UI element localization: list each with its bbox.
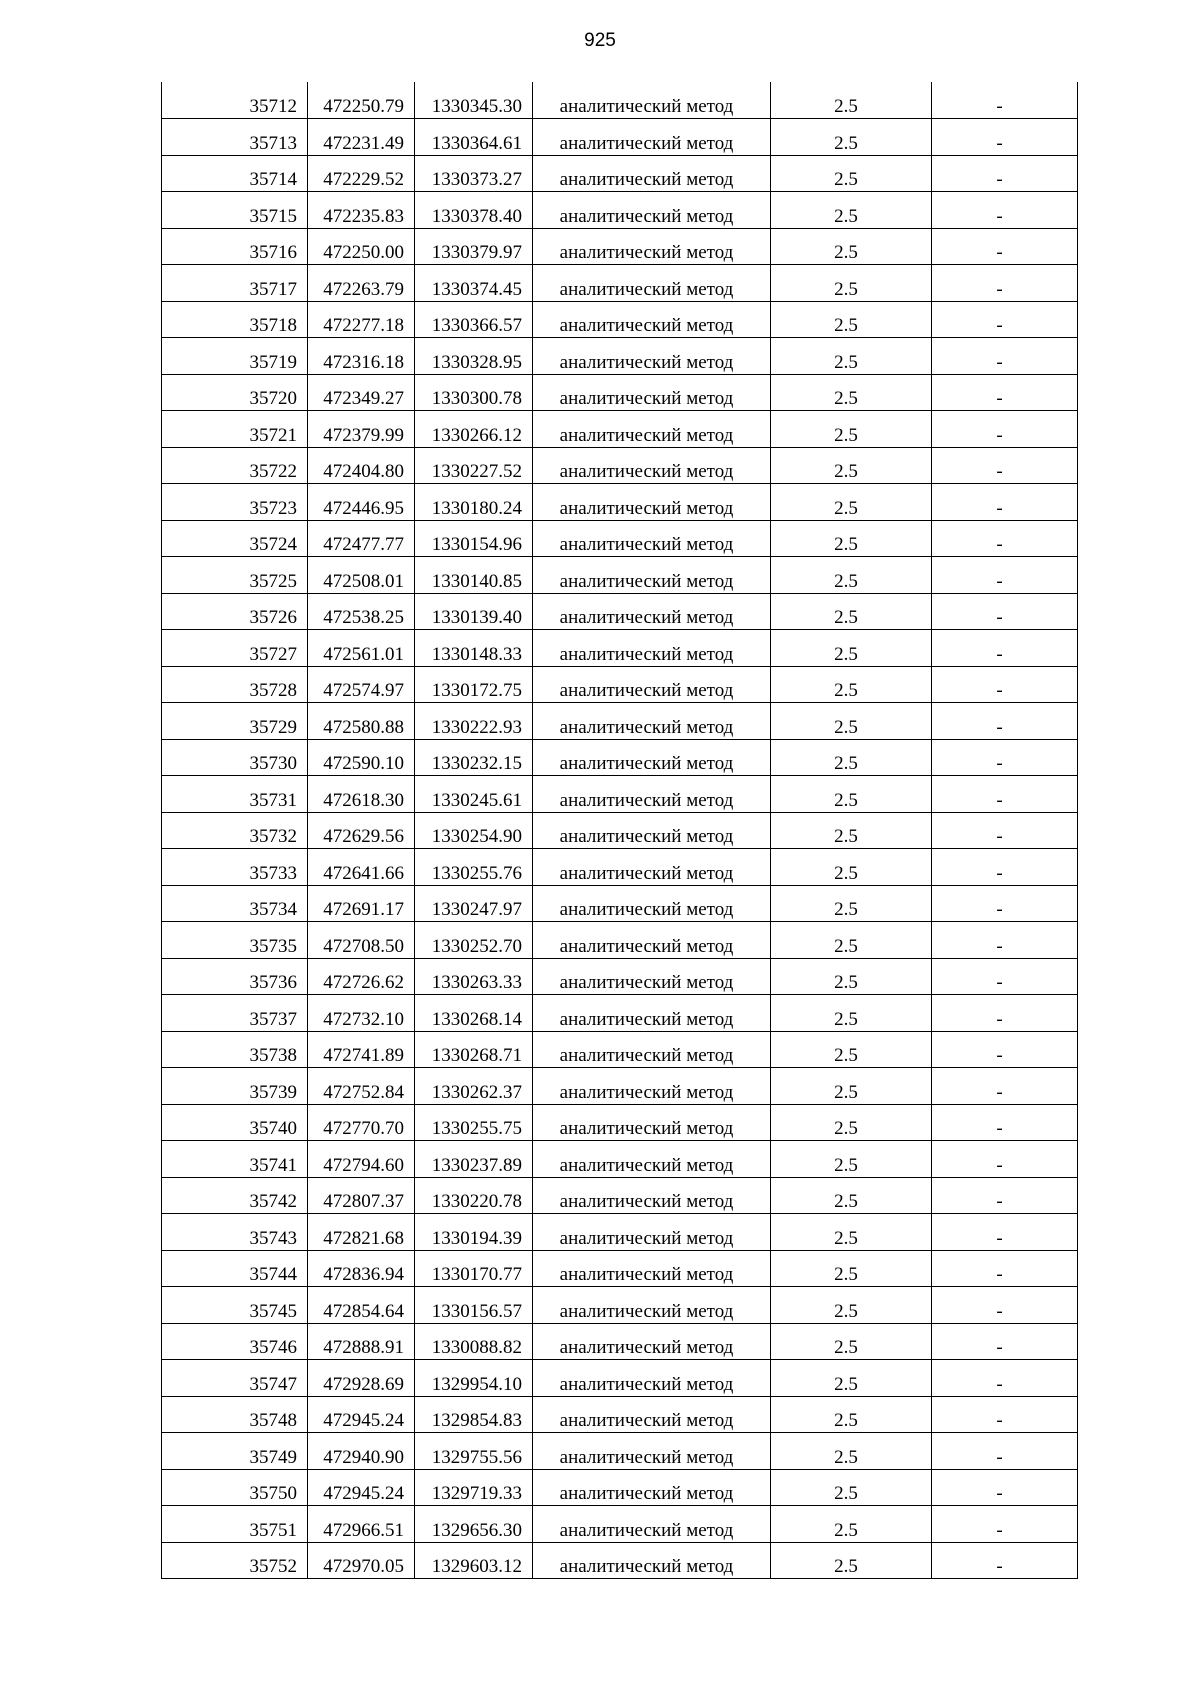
y-coordinate-cell: 1330254.90 [415,812,533,849]
table-row [162,922,1078,959]
y-coordinate-cell: 1330170.77 [415,1250,533,1287]
point-number-cell: 35733 [162,849,308,886]
point-number-cell: 35716 [162,228,308,265]
x-coordinate-cell: 472836.94 [308,1250,415,1287]
note-cell: - [932,82,1078,119]
method-cell: аналитический метод [533,301,771,338]
accuracy-cell: 2.5 [771,1396,932,1433]
accuracy-cell: 2.5 [771,82,932,119]
note-cell: - [932,1031,1078,1068]
y-coordinate-cell: 1330222.93 [415,703,533,740]
note-cell: - [932,265,1078,302]
accuracy-cell: 2.5 [771,192,932,229]
accuracy-cell: 2.5 [771,995,932,1032]
x-coordinate-cell: 472945.24 [308,1469,415,1506]
method-cell: аналитический метод [533,1433,771,1470]
x-coordinate-cell: 472446.95 [308,484,415,521]
table-row [162,1141,1078,1178]
x-coordinate-cell: 472477.77 [308,520,415,557]
y-coordinate-cell: 1329755.56 [415,1433,533,1470]
x-coordinate-cell: 472854.64 [308,1287,415,1324]
point-number-cell: 35743 [162,1214,308,1251]
accuracy-cell: 2.5 [771,228,932,265]
table-row [162,1287,1078,1324]
y-coordinate-cell: 1330154.96 [415,520,533,557]
method-cell: аналитический метод [533,119,771,156]
table-row [162,1214,1078,1251]
x-coordinate-cell: 472945.24 [308,1396,415,1433]
y-coordinate-cell: 1330262.37 [415,1068,533,1105]
note-cell: - [932,922,1078,959]
method-cell: аналитический метод [533,374,771,411]
x-coordinate-cell: 472349.27 [308,374,415,411]
accuracy-cell: 2.5 [771,1068,932,1105]
y-coordinate-cell: 1330268.14 [415,995,533,1032]
table-row [162,1469,1078,1506]
y-coordinate-cell: 1330140.85 [415,557,533,594]
x-coordinate-cell: 472379.99 [308,411,415,448]
x-coordinate-cell: 472691.17 [308,885,415,922]
x-coordinate-cell: 472966.51 [308,1506,415,1543]
method-cell: аналитический метод [533,1506,771,1543]
x-coordinate-cell: 472888.91 [308,1323,415,1360]
method-cell: аналитический метод [533,82,771,119]
y-coordinate-cell: 1329954.10 [415,1360,533,1397]
note-cell: - [932,849,1078,886]
x-coordinate-cell: 472970.05 [308,1542,415,1579]
table-row [162,411,1078,448]
x-coordinate-cell: 472263.79 [308,265,415,302]
method-cell: аналитический метод [533,958,771,995]
table-row [162,1506,1078,1543]
table-row [162,374,1078,411]
x-coordinate-cell: 472250.79 [308,82,415,119]
point-number-cell: 35750 [162,1469,308,1506]
table-row [162,995,1078,1032]
point-number-cell: 35714 [162,155,308,192]
x-coordinate-cell: 472231.49 [308,119,415,156]
point-number-cell: 35726 [162,593,308,630]
note-cell: - [932,411,1078,448]
point-number-cell: 35747 [162,1360,308,1397]
page-number: 925 [584,30,616,51]
x-coordinate-cell: 472641.66 [308,849,415,886]
point-number-cell: 35735 [162,922,308,959]
table-row [162,1250,1078,1287]
note-cell: - [932,1068,1078,1105]
point-number-cell: 35723 [162,484,308,521]
y-coordinate-cell: 1330245.61 [415,776,533,813]
y-coordinate-cell: 1330255.75 [415,1104,533,1141]
note-cell: - [932,1542,1078,1579]
table-row [162,1360,1078,1397]
table-row [162,812,1078,849]
y-coordinate-cell: 1330379.97 [415,228,533,265]
note-cell: - [932,1141,1078,1178]
y-coordinate-cell: 1330373.27 [415,155,533,192]
point-number-cell: 35738 [162,1031,308,1068]
method-cell: аналитический метод [533,1323,771,1360]
method-cell: аналитический метод [533,1104,771,1141]
accuracy-cell: 2.5 [771,849,932,886]
table-row [162,265,1078,302]
table-row [162,666,1078,703]
accuracy-cell: 2.5 [771,1031,932,1068]
note-cell: - [932,885,1078,922]
accuracy-cell: 2.5 [771,411,932,448]
point-number-cell: 35724 [162,520,308,557]
note-cell: - [932,1214,1078,1251]
accuracy-cell: 2.5 [771,1141,932,1178]
point-number-cell: 35725 [162,557,308,594]
y-coordinate-cell: 1329854.83 [415,1396,533,1433]
y-coordinate-cell: 1330364.61 [415,119,533,156]
table-row [162,1542,1078,1579]
x-coordinate-cell: 472235.83 [308,192,415,229]
table-row [162,1068,1078,1105]
y-coordinate-cell: 1330300.78 [415,374,533,411]
point-number-cell: 35719 [162,338,308,375]
point-number-cell: 35744 [162,1250,308,1287]
method-cell: аналитический метод [533,520,771,557]
note-cell: - [932,1323,1078,1360]
method-cell: аналитический метод [533,447,771,484]
method-cell: аналитический метод [533,630,771,667]
point-number-cell: 35722 [162,447,308,484]
method-cell: аналитический метод [533,922,771,959]
x-coordinate-cell: 472770.70 [308,1104,415,1141]
note-cell: - [932,995,1078,1032]
y-coordinate-cell: 1330366.57 [415,301,533,338]
y-coordinate-cell: 1330156.57 [415,1287,533,1324]
note-cell: - [932,484,1078,521]
point-number-cell: 35746 [162,1323,308,1360]
x-coordinate-cell: 472940.90 [308,1433,415,1470]
note-cell: - [932,630,1078,667]
accuracy-cell: 2.5 [771,666,932,703]
method-cell: аналитический метод [533,1031,771,1068]
accuracy-cell: 2.5 [771,630,932,667]
table-row [162,739,1078,776]
method-cell: аналитический метод [533,411,771,448]
method-cell: аналитический метод [533,265,771,302]
x-coordinate-cell: 472229.52 [308,155,415,192]
accuracy-cell: 2.5 [771,155,932,192]
x-coordinate-cell: 472277.18 [308,301,415,338]
note-cell: - [932,301,1078,338]
y-coordinate-cell: 1330232.15 [415,739,533,776]
table-row [162,520,1078,557]
table-row [162,228,1078,265]
note-cell: - [932,520,1078,557]
y-coordinate-cell: 1330148.33 [415,630,533,667]
y-coordinate-cell: 1330263.33 [415,958,533,995]
table-row [162,885,1078,922]
coordinates-table [161,82,1078,1579]
method-cell: аналитический метод [533,484,771,521]
table-row [162,82,1078,119]
accuracy-cell: 2.5 [771,593,932,630]
accuracy-cell: 2.5 [771,1506,932,1543]
note-cell: - [932,1250,1078,1287]
accuracy-cell: 2.5 [771,922,932,959]
method-cell: аналитический метод [533,155,771,192]
note-cell: - [932,666,1078,703]
accuracy-cell: 2.5 [771,1433,932,1470]
table-row [162,849,1078,886]
table-row [162,338,1078,375]
point-number-cell: 35736 [162,958,308,995]
accuracy-cell: 2.5 [771,739,932,776]
point-number-cell: 35739 [162,1068,308,1105]
x-coordinate-cell: 472629.56 [308,812,415,849]
y-coordinate-cell: 1330328.95 [415,338,533,375]
y-coordinate-cell: 1330247.97 [415,885,533,922]
point-number-cell: 35751 [162,1506,308,1543]
x-coordinate-cell: 472538.25 [308,593,415,630]
method-cell: аналитический метод [533,338,771,375]
accuracy-cell: 2.5 [771,1469,932,1506]
table-row [162,703,1078,740]
method-cell: аналитический метод [533,1141,771,1178]
note-cell: - [932,1287,1078,1324]
accuracy-cell: 2.5 [771,703,932,740]
point-number-cell: 35732 [162,812,308,849]
note-cell: - [932,119,1078,156]
table-row [162,192,1078,229]
point-number-cell: 35752 [162,1542,308,1579]
point-number-cell: 35728 [162,666,308,703]
table-row [162,593,1078,630]
accuracy-cell: 2.5 [771,484,932,521]
table-row [162,1323,1078,1360]
y-coordinate-cell: 1330374.45 [415,265,533,302]
accuracy-cell: 2.5 [771,812,932,849]
note-cell: - [932,1433,1078,1470]
accuracy-cell: 2.5 [771,1214,932,1251]
table-row [162,630,1078,667]
point-number-cell: 35713 [162,119,308,156]
table-row [162,557,1078,594]
y-coordinate-cell: 1330378.40 [415,192,533,229]
x-coordinate-cell: 472574.97 [308,666,415,703]
y-coordinate-cell: 1330237.89 [415,1141,533,1178]
accuracy-cell: 2.5 [771,1323,932,1360]
point-number-cell: 35727 [162,630,308,667]
y-coordinate-cell: 1330252.70 [415,922,533,959]
note-cell: - [932,812,1078,849]
method-cell: аналитический метод [533,703,771,740]
y-coordinate-cell: 1329656.30 [415,1506,533,1543]
method-cell: аналитический метод [533,1396,771,1433]
method-cell: аналитический метод [533,1214,771,1251]
method-cell: аналитический метод [533,228,771,265]
accuracy-cell: 2.5 [771,447,932,484]
point-number-cell: 35715 [162,192,308,229]
note-cell: - [932,557,1078,594]
note-cell: - [932,1396,1078,1433]
method-cell: аналитический метод [533,812,771,849]
y-coordinate-cell: 1329719.33 [415,1469,533,1506]
x-coordinate-cell: 472708.50 [308,922,415,959]
point-number-cell: 35741 [162,1141,308,1178]
method-cell: аналитический метод [533,593,771,630]
y-coordinate-cell: 1330180.24 [415,484,533,521]
point-number-cell: 35720 [162,374,308,411]
x-coordinate-cell: 472752.84 [308,1068,415,1105]
note-cell: - [932,776,1078,813]
x-coordinate-cell: 472580.88 [308,703,415,740]
point-number-cell: 35730 [162,739,308,776]
method-cell: аналитический метод [533,1469,771,1506]
x-coordinate-cell: 472590.10 [308,739,415,776]
method-cell: аналитический метод [533,849,771,886]
y-coordinate-cell: 1330268.71 [415,1031,533,1068]
x-coordinate-cell: 472250.00 [308,228,415,265]
note-cell: - [932,447,1078,484]
table-row [162,155,1078,192]
point-number-cell: 35745 [162,1287,308,1324]
method-cell: аналитический метод [533,776,771,813]
note-cell: - [932,374,1078,411]
note-cell: - [932,703,1078,740]
y-coordinate-cell: 1330227.52 [415,447,533,484]
y-coordinate-cell: 1330220.78 [415,1177,533,1214]
table-row [162,776,1078,813]
note-cell: - [932,1360,1078,1397]
method-cell: аналитический метод [533,1068,771,1105]
table-row [162,447,1078,484]
point-number-cell: 35742 [162,1177,308,1214]
table-row [162,1031,1078,1068]
point-number-cell: 35718 [162,301,308,338]
method-cell: аналитический метод [533,885,771,922]
point-number-cell: 35737 [162,995,308,1032]
accuracy-cell: 2.5 [771,301,932,338]
y-coordinate-cell: 1330345.30 [415,82,533,119]
point-number-cell: 35717 [162,265,308,302]
note-cell: - [932,338,1078,375]
x-coordinate-cell: 472821.68 [308,1214,415,1251]
y-coordinate-cell: 1329603.12 [415,1542,533,1579]
note-cell: - [932,593,1078,630]
x-coordinate-cell: 472316.18 [308,338,415,375]
table-row [162,301,1078,338]
note-cell: - [932,192,1078,229]
accuracy-cell: 2.5 [771,1287,932,1324]
note-cell: - [932,1469,1078,1506]
note-cell: - [932,1506,1078,1543]
accuracy-cell: 2.5 [771,1360,932,1397]
accuracy-cell: 2.5 [771,119,932,156]
accuracy-cell: 2.5 [771,520,932,557]
point-number-cell: 35729 [162,703,308,740]
accuracy-cell: 2.5 [771,1542,932,1579]
method-cell: аналитический метод [533,1250,771,1287]
method-cell: аналитический метод [533,666,771,703]
method-cell: аналитический метод [533,1177,771,1214]
point-number-cell: 35740 [162,1104,308,1141]
method-cell: аналитический метод [533,739,771,776]
method-cell: аналитический метод [533,1542,771,1579]
accuracy-cell: 2.5 [771,557,932,594]
accuracy-cell: 2.5 [771,374,932,411]
point-number-cell: 35731 [162,776,308,813]
accuracy-cell: 2.5 [771,885,932,922]
point-number-cell: 35734 [162,885,308,922]
point-number-cell: 35712 [162,82,308,119]
x-coordinate-cell: 472928.69 [308,1360,415,1397]
x-coordinate-cell: 472561.01 [308,630,415,667]
point-number-cell: 35749 [162,1433,308,1470]
accuracy-cell: 2.5 [771,338,932,375]
table-row [162,1104,1078,1141]
accuracy-cell: 2.5 [771,958,932,995]
x-coordinate-cell: 472726.62 [308,958,415,995]
table-row [162,1177,1078,1214]
note-cell: - [932,739,1078,776]
x-coordinate-cell: 472732.10 [308,995,415,1032]
note-cell: - [932,228,1078,265]
y-coordinate-cell: 1330139.40 [415,593,533,630]
note-cell: - [932,958,1078,995]
method-cell: аналитический метод [533,1287,771,1324]
note-cell: - [932,1104,1078,1141]
y-coordinate-cell: 1330172.75 [415,666,533,703]
x-coordinate-cell: 472807.37 [308,1177,415,1214]
point-number-cell: 35748 [162,1396,308,1433]
x-coordinate-cell: 472618.30 [308,776,415,813]
x-coordinate-cell: 472508.01 [308,557,415,594]
table-row [162,1433,1078,1470]
method-cell: аналитический метод [533,995,771,1032]
table-row [162,1396,1078,1433]
method-cell: аналитический метод [533,557,771,594]
table-row [162,119,1078,156]
note-cell: - [932,155,1078,192]
method-cell: аналитический метод [533,1360,771,1397]
table-row [162,958,1078,995]
accuracy-cell: 2.5 [771,265,932,302]
accuracy-cell: 2.5 [771,1250,932,1287]
y-coordinate-cell: 1330255.76 [415,849,533,886]
accuracy-cell: 2.5 [771,776,932,813]
x-coordinate-cell: 472404.80 [308,447,415,484]
note-cell: - [932,1177,1078,1214]
point-number-cell: 35721 [162,411,308,448]
table-row [162,484,1078,521]
x-coordinate-cell: 472794.60 [308,1141,415,1178]
accuracy-cell: 2.5 [771,1104,932,1141]
method-cell: аналитический метод [533,192,771,229]
y-coordinate-cell: 1330088.82 [415,1323,533,1360]
coordinates-table-body [162,82,1078,1579]
accuracy-cell: 2.5 [771,1177,932,1214]
y-coordinate-cell: 1330266.12 [415,411,533,448]
y-coordinate-cell: 1330194.39 [415,1214,533,1251]
x-coordinate-cell: 472741.89 [308,1031,415,1068]
